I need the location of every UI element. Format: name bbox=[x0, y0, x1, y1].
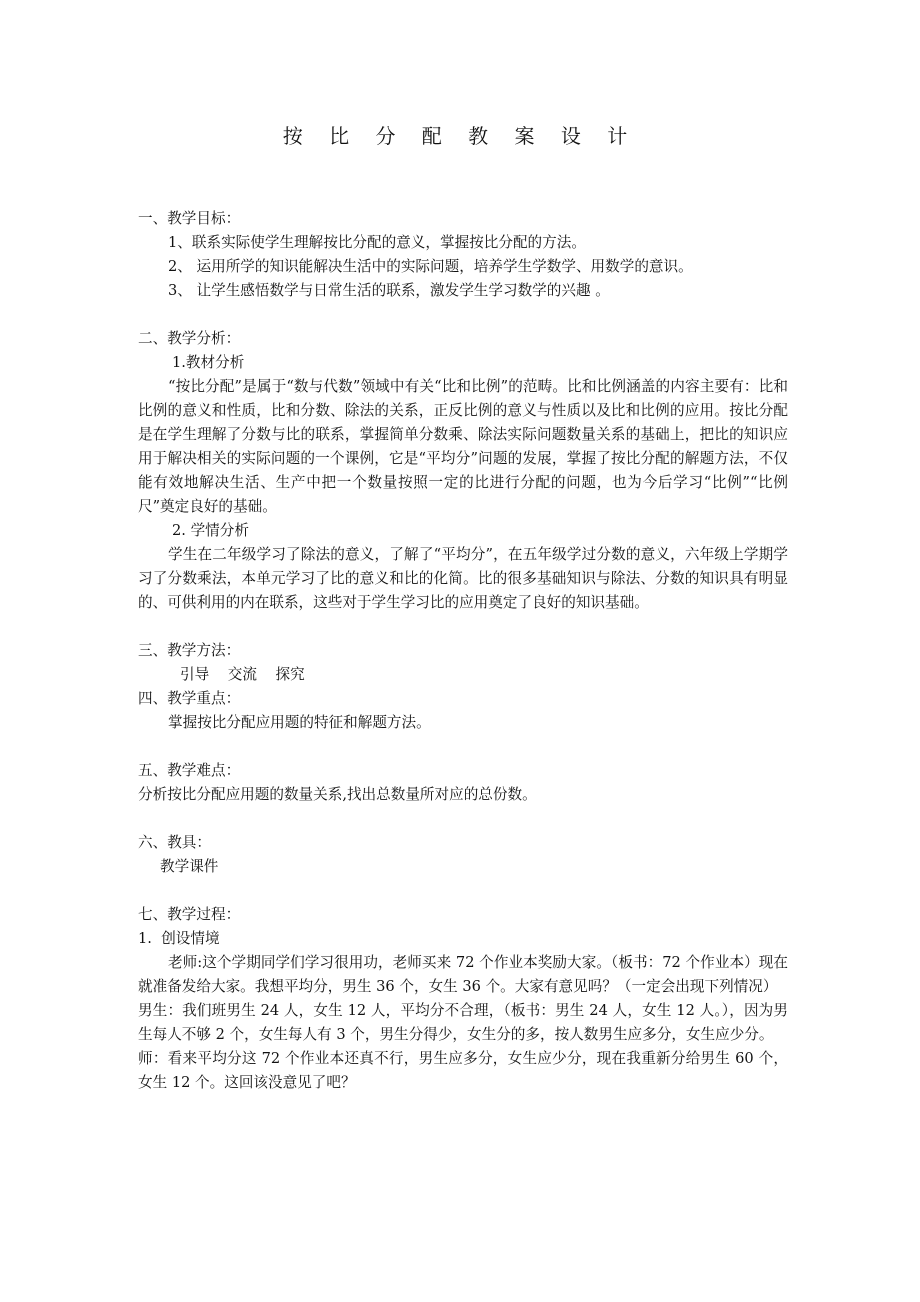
section-heading-objectives: 一、教学目标： bbox=[138, 210, 241, 227]
paragraph-textbook-analysis: “按比分配”是属于“数与代数”领域中有关“比和比例”的范畴。比和比例涵盖的内容主要有：比和比例的意义和性质，比和分数、除法的关系，正反比例的意义与性质以及比和比例的应用。按比分配是在学生理解了分数与比的联系，掌握简单分数乘、除法实际问题数量关系的基础上，把比的知识应用于解决相关的实际问题的一个课例，它是“平均分”问题的发展，掌握了按比分配的解题方法，不仅能有效地解决生活、生产中把一个数量按照一定的比进行分配的问题，也为今后学习“比例”“比例尺”奠定良好的基础。 bbox=[138, 378, 788, 515]
difficulties-text: 分析按比分配应用题的数量关系,找出总数量所对应的总份数。 bbox=[138, 786, 537, 803]
paragraph-boys-response: 男生：我们班男生 24 人，女生 12 人，平均分不合理，（板书：男生 24 人，女生 12 人。），因为男生每人不够 2 个，女生每人有 3 个，男生分得少，女生分的多，按人数男生应多分，女生应少分。 bbox=[138, 1002, 788, 1043]
section-heading-methods: 三、教学方法： bbox=[138, 642, 241, 659]
page-title: 按 比 分 配 教 案 设 计 bbox=[282, 124, 638, 148]
objective-item: 3、 让学生感悟数学与日常生活的联系，激发学生学习数学的兴趣 。 bbox=[168, 282, 610, 299]
paragraph-student-analysis: 学生在二年级学习了除法的意义，了解了“平均分”，在五年级学过分数的意义，六年级上学期学习了分数乘法，本单元学习了比的意义和比的化简。比的很多基础知识与除法、分数的知识具有明显的、可供利用的内在联系，这些对于学生学习比的应用奠定了良好的知识基础。 bbox=[138, 546, 788, 611]
teaching-aids-text: 教学课件 bbox=[160, 858, 219, 875]
process-step-heading: 1. 创设情境 bbox=[138, 930, 220, 947]
objective-item: 2、 运用所学的知识能解决生活中的实际问题，培养学生学数学、用数学的意识。 bbox=[168, 258, 693, 275]
section-heading-key-points: 四、教学重点： bbox=[138, 690, 241, 707]
section-heading-difficulties: 五、教学难点： bbox=[138, 762, 241, 779]
key-points-text: 掌握按比分配应用题的特征和解题方法。 bbox=[168, 714, 431, 731]
subheading-student-analysis: 2. 学情分析 bbox=[172, 522, 249, 539]
paragraph-teacher-reply: 师：看来平均分这 72 个作业本还真不行，男生应多分，女生应少分，现在我重新分给男生 60 个，女生 12 个。这回该没意见了吧？ bbox=[138, 1050, 788, 1091]
document-body bbox=[138, 207, 788, 1095]
subheading-textbook-analysis: 1.教材分析 bbox=[172, 354, 245, 371]
objective-item: 1、联系实际使学生理解按比分配的意义，掌握按比分配的方法。 bbox=[168, 234, 586, 251]
methods-text: 引导 交流 探究 bbox=[180, 666, 305, 683]
paragraph-teacher-intro: 老师:这个学期同学们学习很用功，老师买来 72 个作业本奖励大家。（板书：72 个作业本）现在就准备发给大家。我想平均分，男生 36 个，女生 36 个。大家有意见吗？（一定会出现下列情况） bbox=[138, 954, 788, 995]
section-heading-analysis: 二、教学分析： bbox=[138, 330, 241, 347]
section-heading-process: 七、教学过程： bbox=[138, 906, 241, 923]
section-heading-teaching-aids: 六、教具： bbox=[138, 834, 211, 851]
